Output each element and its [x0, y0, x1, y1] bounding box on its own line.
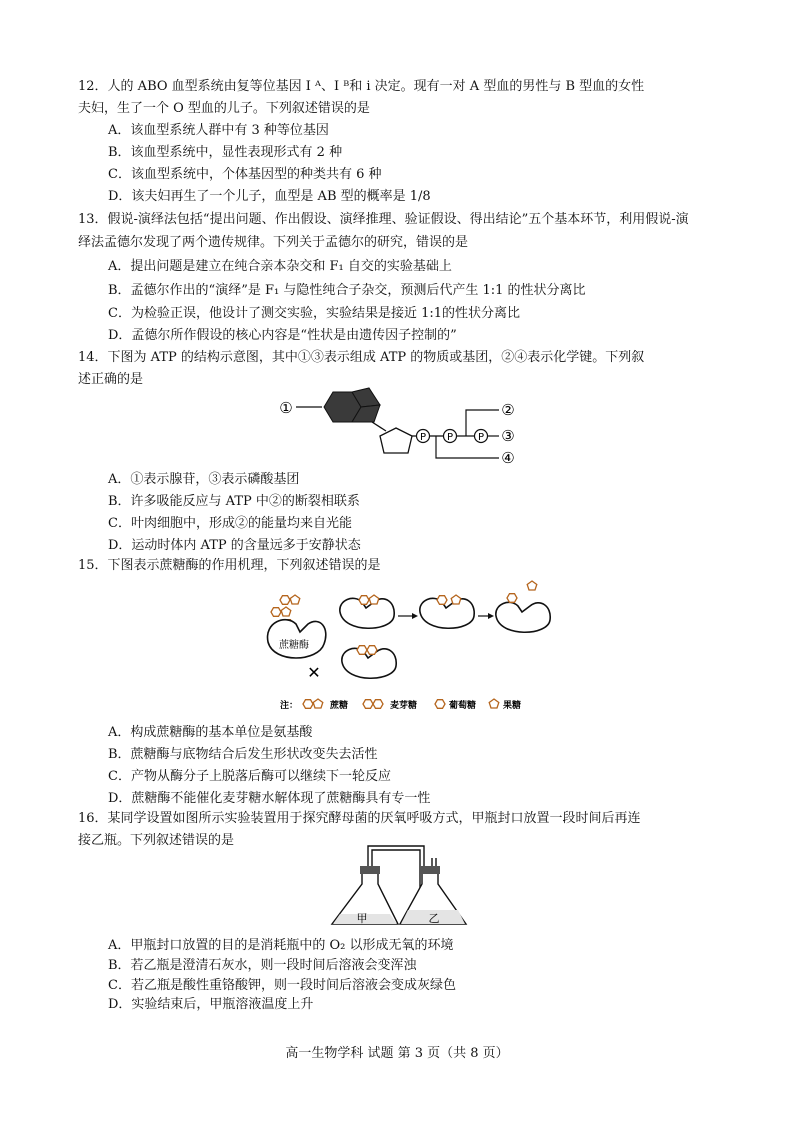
q15-stem-line1: 15．下图表示蔗糖酶的作用机理，下列叙述错误的是	[78, 558, 381, 573]
legend-maltose: 麦芽糖	[390, 701, 418, 711]
q16-option-d: D．实验结束后，甲瓶溶液温度上升	[108, 997, 314, 1012]
phosphate-1-label: P	[419, 432, 427, 443]
enzyme-label: 蔗糖酶	[279, 640, 309, 651]
q16-stem-line2: 接乙瓶。下列叙述错误的是	[78, 833, 235, 848]
q12-option-d: D．该夫妇再生了一个儿子，血型是 AB 型的概率是 1/8	[108, 189, 431, 204]
atp-label-1: ①	[279, 399, 293, 417]
q13-stem-line1: 13．假说-演绎法包括“提出问题、作出假设、演绎推理、验证假设、得出结论”五个基本环节，利用假说-演	[78, 212, 689, 227]
q14-stem-line1: 14．下图为 ATP 的结构示意图，其中①③表示组成 ATP 的物质或基团，②④表示化学键。下列叙	[78, 350, 645, 365]
page-footer: 高一生物学科 试题 第 3 页（共 8 页）	[285, 1046, 509, 1061]
sucrase-mechanism-diagram	[262, 580, 552, 716]
q14-stem-line2: 述正确的是	[78, 372, 144, 387]
q15-option-d: D．蔗糖酶不能催化麦芽糖水解体现了蔗糖酶具有专一性	[108, 791, 431, 806]
stopper-jia	[360, 866, 380, 874]
q15-option-b: B．蔗糖酶与底物结合后发生形状改变失去活性	[108, 747, 378, 762]
legend-glucose: 葡萄糖	[449, 701, 477, 711]
phosphate-2-label: P	[446, 432, 454, 443]
q14-option-a: A．①表示腺苷，③表示磷酸基团	[108, 472, 300, 487]
q13-option-d: D．孟德尔所作假设的核心内容是“性状是由遗传因子控制的”	[108, 328, 457, 343]
legend-prefix: 注：	[280, 701, 299, 711]
q15-option-a: A．构成蔗糖酶的基本单位是氨基酸	[108, 725, 313, 740]
ribose-pentagon	[380, 428, 412, 453]
q16-stem-line1: 16．某同学设置如图所示实验装置用于探究酵母菌的厌氧呼吸方式，甲瓶封口放置一段时间后再连	[78, 811, 641, 826]
q13-stem-line2: 绎法孟德尔发现了两个遗传规律。下列关于孟德尔的研究，错误的是	[78, 235, 469, 250]
q15-option-c: C．产物从酶分子上脱落后酶可以继续下一轮反应	[108, 769, 391, 784]
flask-yi-label: 乙	[428, 912, 440, 925]
atp-structure-diagram	[270, 386, 530, 466]
q12-option-c: C．该血型系统中，个体基因型的种类共有 6 种	[108, 167, 382, 182]
yeast-flask-apparatus	[324, 838, 474, 930]
flask-jia-label: 甲	[356, 912, 368, 925]
legend-fructose: 果糖	[503, 701, 522, 711]
atp-label-4: ④	[501, 449, 515, 466]
enzyme-free	[268, 620, 326, 658]
q14-option-b: B．许多吸能反应与 ATP 中②的断裂相联系	[108, 494, 360, 509]
q16-option-a: A．甲瓶封口放置的目的是消耗瓶中的 O₂ 以形成无氧的环境	[108, 938, 454, 953]
phosphate-3-label: P	[477, 432, 485, 443]
q13-option-b: B．孟德尔作出的“演绎”是 F₁ 与隐性纯合子杂交，预测后代产生 1:1 的性状分离比	[108, 283, 586, 298]
q13-option-a: A．提出问题是建立在纯合亲本杂交和 F₁ 自交的实验基础上	[108, 259, 452, 274]
q14-option-c: C．叶肉细胞中，形成②的能量均来自光能	[108, 516, 352, 531]
atp-label-3: ③	[501, 427, 515, 445]
q16-option-b: B．若乙瓶是澄清石灰水，则一段时间后溶液会变浑浊	[108, 958, 417, 973]
legend-sucrose: 蔗糖	[330, 701, 349, 711]
q12-stem-line1: 12．人的 ABO 血型系统由复等位基因 I ᴬ、I ᴮ和 i 决定。现有一对 A 型血的男性与 B 型血的女性	[78, 79, 645, 94]
enzyme-product-complex	[420, 598, 474, 628]
q14-option-d: D．运动时体内 ATP 的含量远多于安静状态	[108, 538, 361, 553]
enzyme-released	[496, 602, 550, 632]
q16-option-c: C．若乙瓶是酸性重铬酸钾，则一段时间后溶液会变成灰绿色	[108, 978, 456, 993]
q13-option-c: C．为检验正误，他设计了测交实验，实验结果是接近 1:1的性状分离比	[108, 306, 521, 321]
atp-label-2: ②	[501, 401, 515, 419]
stopper-yi	[420, 866, 440, 874]
no-reaction-mark: ✕	[307, 663, 321, 682]
q12-option-b: B．该血型系统中，显性表现形式有 2 种	[108, 145, 343, 160]
q12-stem-line2: 夫妇，生了一个 O 型血的儿子。下列叙述错误的是	[78, 101, 370, 116]
q12-option-a: A．该血型系统人群中有 3 种等位基因	[108, 123, 329, 138]
